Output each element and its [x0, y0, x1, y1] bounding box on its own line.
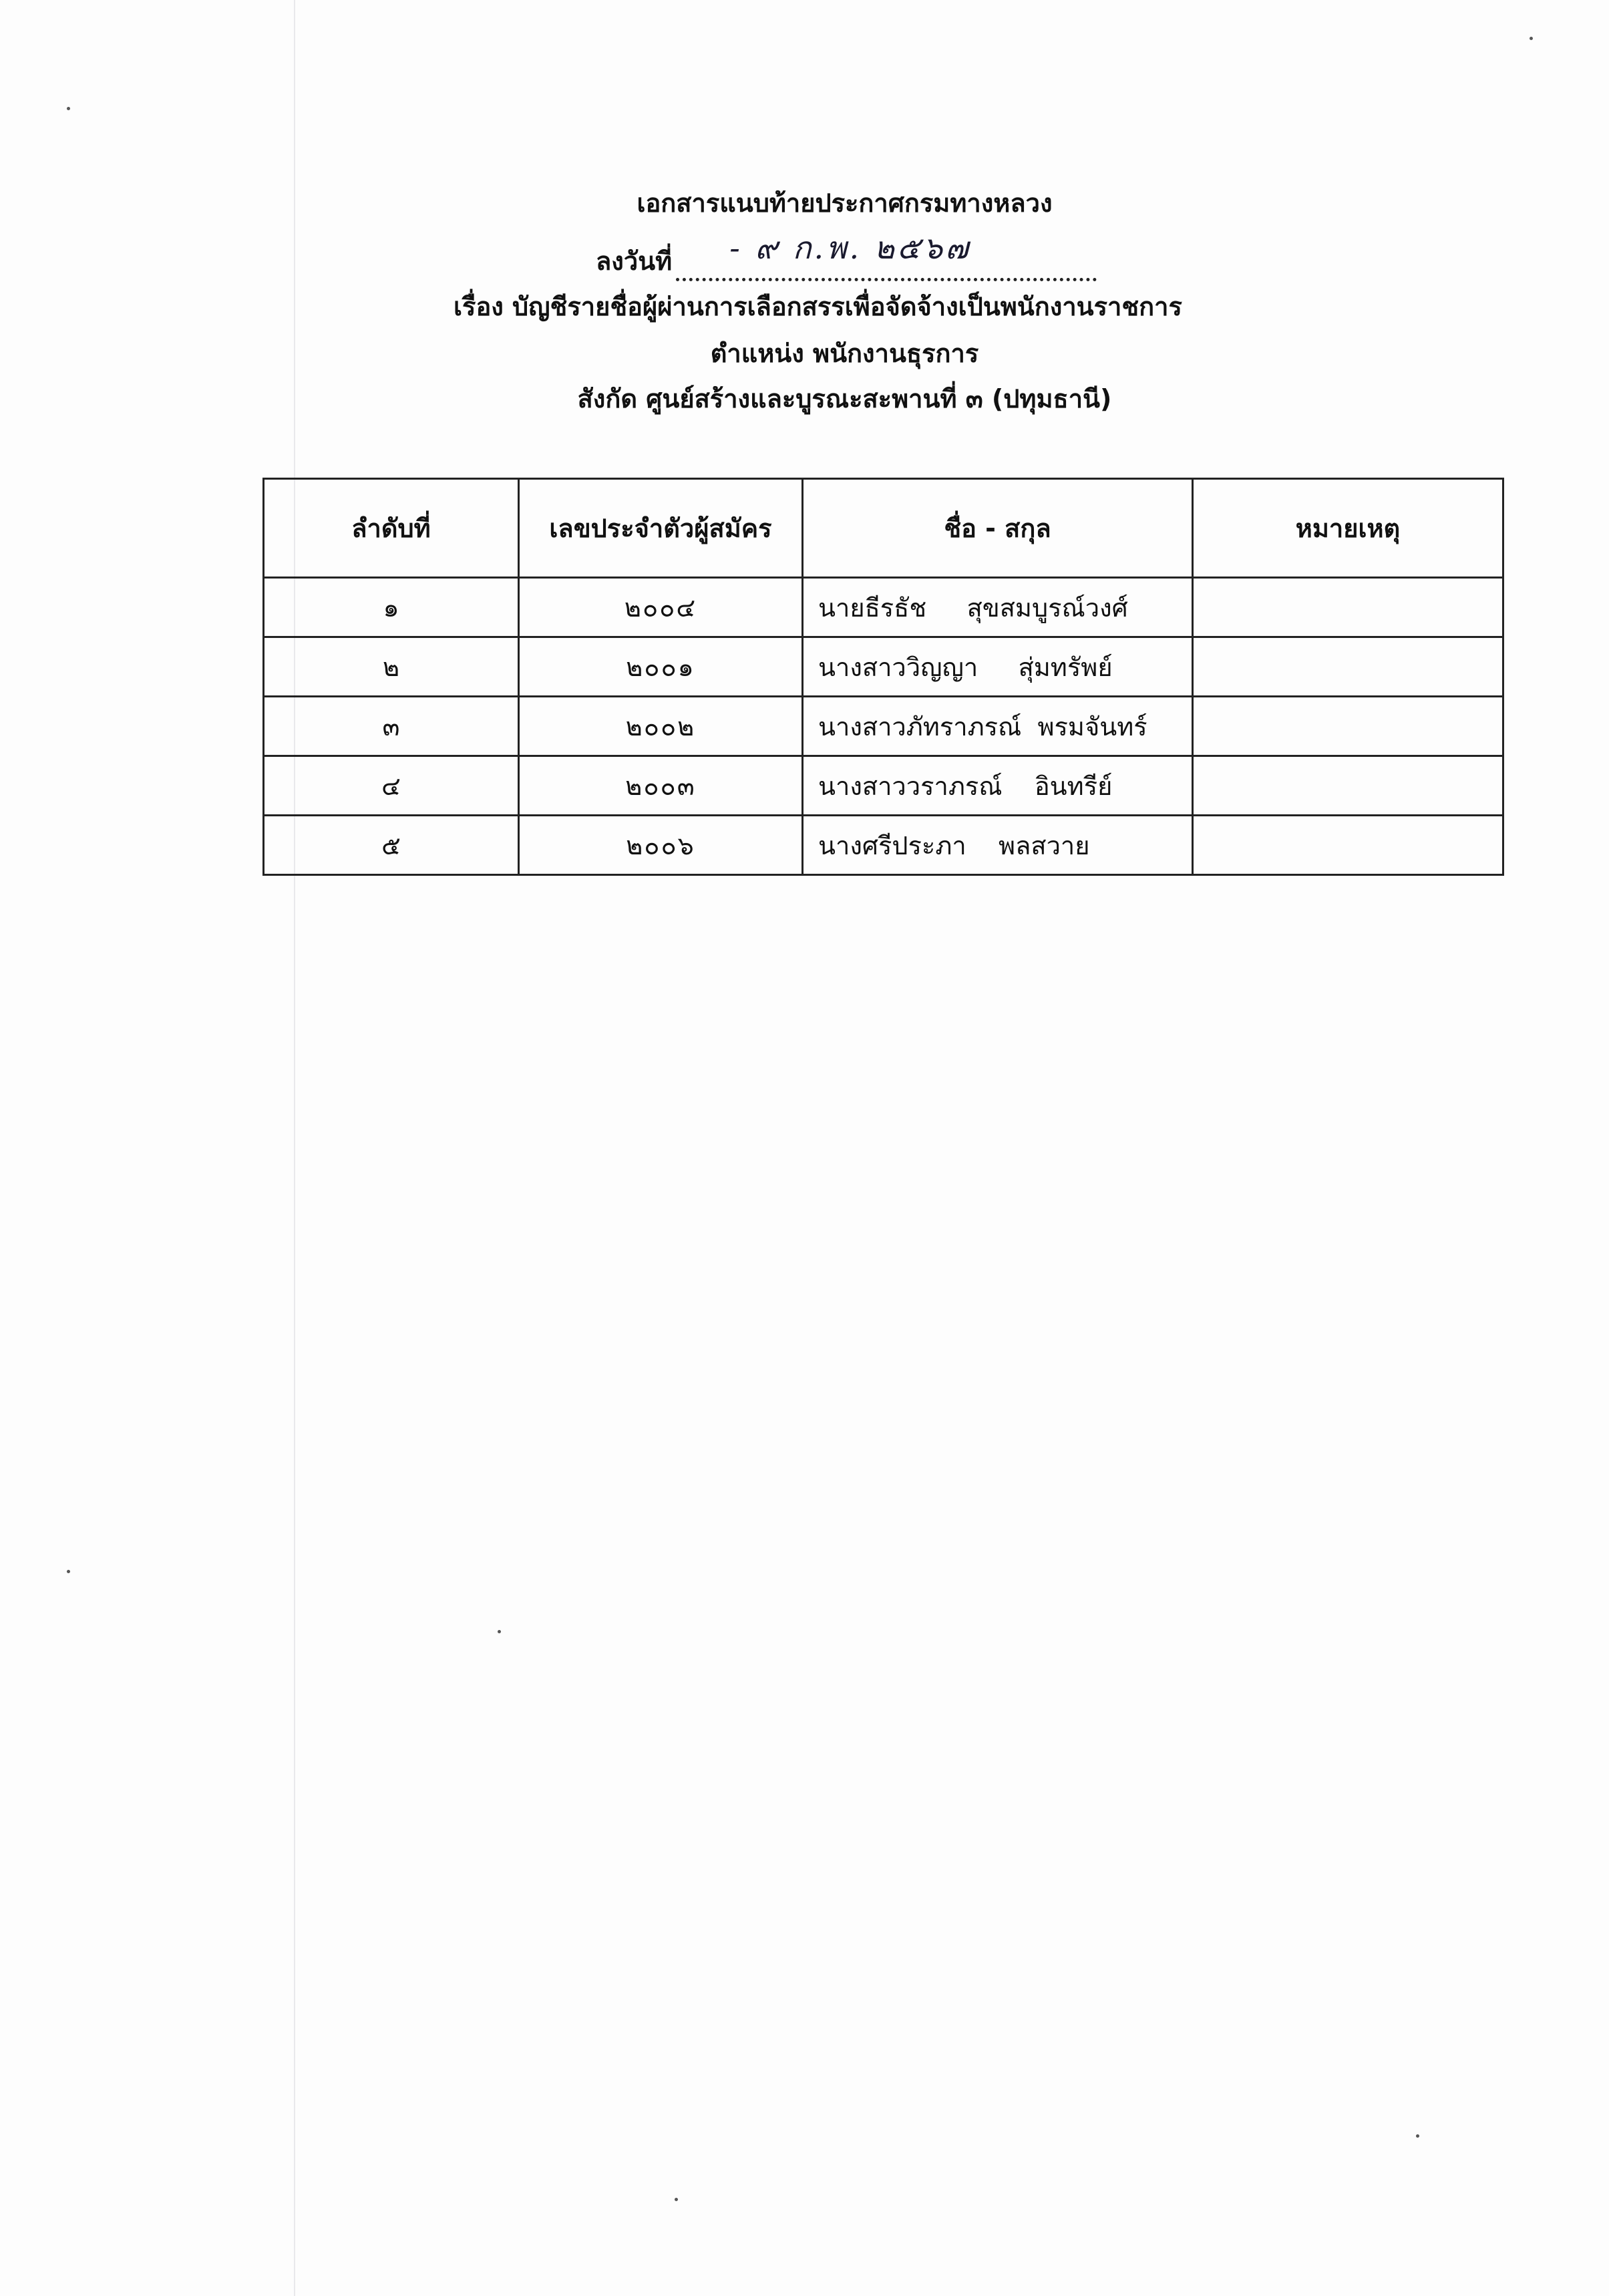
applicant-results-table: [262, 478, 1504, 876]
cell-name: นางศรีประภา พลสวาย: [803, 816, 1193, 875]
header-order: ลำดับที่: [264, 479, 519, 578]
scan-speck: [1416, 2134, 1419, 2138]
table-row: [264, 816, 1503, 875]
cell-name: นายธีรธัช สุขสมบูรณ์วงศ์: [803, 578, 1193, 637]
document-title: เอกสารแนบท้ายประกาศกรมทางหลวง: [637, 188, 1053, 218]
handwritten-date: - ๙ ก.พ. ๒๕๖๗: [729, 230, 971, 266]
cell-remarks: [1193, 816, 1503, 875]
cell-remarks: [1193, 637, 1503, 697]
cell-applicant-id: ๒๐๐๒: [519, 697, 803, 756]
cell-name: นางสาววราภรณ์ อินทรีย์: [803, 756, 1193, 816]
cell-name: นางสาววิญญา สุ่มทรัพย์: [803, 637, 1193, 697]
cell-remarks: [1193, 756, 1503, 816]
scan-speck: [67, 1570, 70, 1573]
cell-name: นางสาวภัทราภรณ์ พรมจันทร์: [803, 697, 1193, 756]
table-row: [264, 756, 1503, 816]
document-affiliation: สังกัด ศูนย์สร้างและบูรณะสะพานที่ ๓ (ปทุมธานี): [577, 384, 1112, 414]
header-name: ชื่อ - สกุล: [803, 479, 1193, 578]
header-applicant-id: เลขประจำตัวผู้สมัคร: [519, 479, 803, 578]
cell-applicant-id: ๒๐๐๑: [519, 637, 803, 697]
scan-speck: [675, 2198, 678, 2201]
cell-order: ๒: [264, 637, 519, 697]
date-label: ลงวันที่: [596, 247, 673, 276]
table-row: [264, 697, 1503, 756]
cell-applicant-id: ๒๐๐๖: [519, 816, 803, 875]
cell-remarks: [1193, 578, 1503, 637]
document-position: ตำแหน่ง พนักงานธุรการ: [710, 339, 979, 368]
table-header-row: [264, 479, 1503, 578]
date-dotted-field: [676, 230, 1097, 281]
scan-speck: [498, 1630, 501, 1633]
scan-speck: [1530, 37, 1533, 40]
cell-applicant-id: ๒๐๐๓: [519, 756, 803, 816]
table-row: [264, 637, 1503, 697]
cell-order: ๓: [264, 697, 519, 756]
table-row: [264, 578, 1503, 637]
scan-speck: [67, 107, 70, 110]
cell-applicant-id: ๒๐๐๔: [519, 578, 803, 637]
cell-order: ๕: [264, 816, 519, 875]
cell-remarks: [1193, 697, 1503, 756]
date-line: [596, 230, 1097, 281]
document-subject: เรื่อง บัญชีรายชื่อผู้ผ่านการเลือกสรรเพื่อจัดจ้างเป็นพนักงานราชการ: [454, 292, 1182, 321]
header-remarks: หมายเหตุ: [1193, 479, 1503, 578]
cell-order: ๑: [264, 578, 519, 637]
cell-order: ๔: [264, 756, 519, 816]
